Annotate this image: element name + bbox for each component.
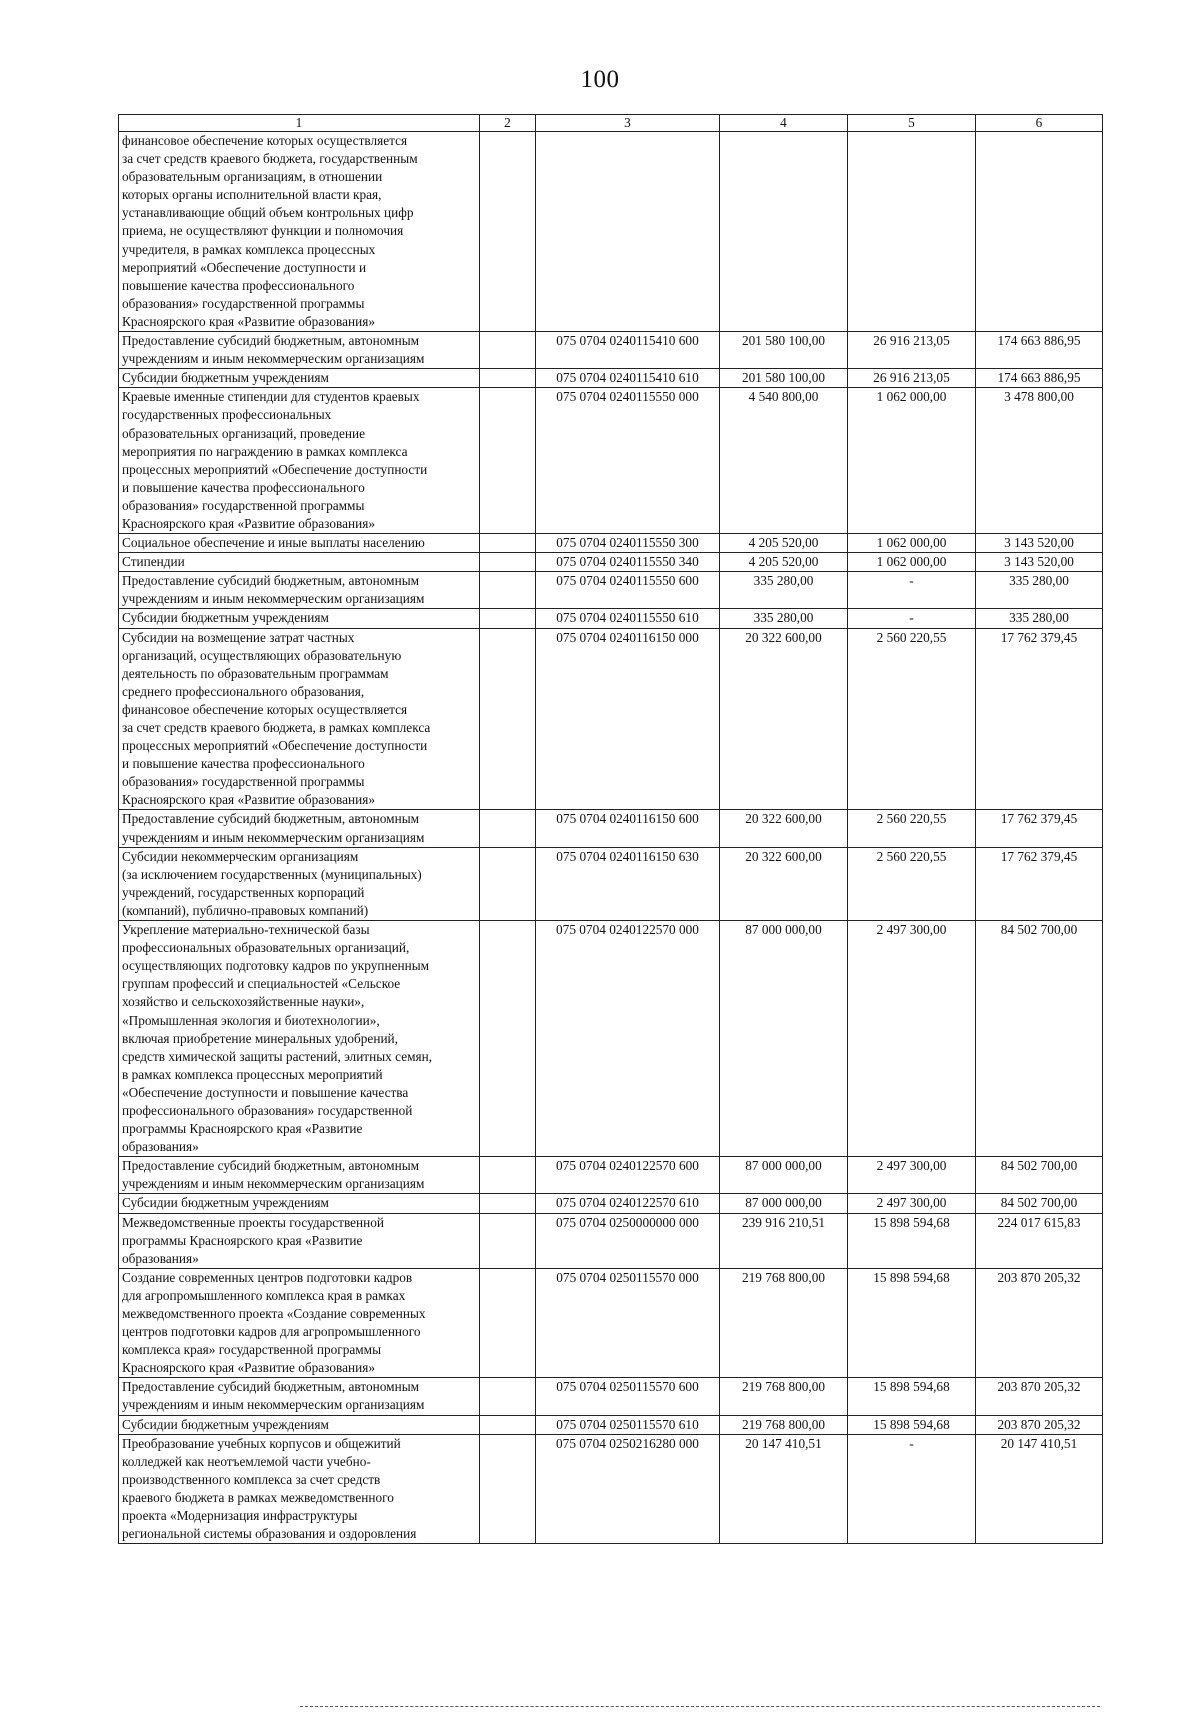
table-row [119,1434,1103,1544]
row-amount-4: 4 205 520,00 [720,553,848,572]
row-amount-5: 2 560 220,55 [848,810,976,847]
row-col2 [480,1213,536,1268]
row-budget-code: 075 0704 0240122570 600 [536,1157,720,1194]
header-col-6: 6 [976,115,1103,132]
row-amount-4: 20 322 600,00 [720,810,848,847]
row-budget-code: 075 0704 0250000000 000 [536,1213,720,1268]
row-amount-4: 20 322 600,00 [720,628,848,810]
row-name [119,1415,480,1434]
row-name-text: Предоставление субсидий бюджетным, автономным учреждениям и иным некоммерческим организациям [122,573,425,607]
row-amount-5: - [848,572,976,609]
row-amount-6: 203 870 205,32 [976,1378,1103,1415]
row-name [119,1378,480,1415]
row-name-text: Предоставление субсидий бюджетным, автономным учреждениям и иным некоммерческим организациям [122,333,425,367]
row-name [119,847,480,920]
row-amount-6: 84 502 700,00 [976,1157,1103,1194]
row-budget-code: 075 0704 0240115550 610 [536,609,720,628]
table-row [119,132,1103,332]
row-col2 [480,1268,536,1378]
row-name-text: Предоставление субсидий бюджетным, автономным учреждениям и иным некоммерческим организациям [122,811,425,845]
row-amount-4: 20 147 410,51 [720,1434,848,1544]
row-col2 [480,132,536,332]
row-amount-5: 1 062 000,00 [848,534,976,553]
row-amount-5: 2 560 220,55 [848,628,976,810]
row-amount-6: 335 280,00 [976,609,1103,628]
row-amount-5: 26 916 213,05 [848,332,976,369]
row-amount-5: - [848,1434,976,1544]
table-row [119,553,1103,572]
row-amount-6: 335 280,00 [976,572,1103,609]
row-budget-code: 075 0704 0250115570 600 [536,1378,720,1415]
table-row [119,332,1103,369]
row-amount-6: 17 762 379,45 [976,810,1103,847]
row-budget-code: 075 0704 0240116150 000 [536,628,720,810]
row-name-text: Краевые именные стипендии для студентов краевых государственных профессиональных образовательных организаций, проведение мероприятия по награждению в рамках комплекса процессных мероприятий «Обеспечение доступности и повышение качества профессионального образования» государственной программы Красноярского края «Развитие образования» [122,389,428,531]
row-amount-4: 87 000 000,00 [720,1194,848,1213]
row-amount-6: 3 478 800,00 [976,388,1103,534]
row-name-text: Субсидии бюджетным учреждениям [122,1195,329,1211]
table-row [119,572,1103,609]
row-amount-6: 224 017 615,83 [976,1213,1103,1268]
table-row [119,609,1103,628]
row-name-text: Субсидии бюджетным учреждениям [122,610,329,626]
row-name [119,388,480,534]
row-name [119,553,480,572]
row-amount-4: 219 768 800,00 [720,1268,848,1378]
row-amount-6: 174 663 886,95 [976,332,1103,369]
table-row [119,534,1103,553]
table-row [119,1194,1103,1213]
row-amount-5: - [848,609,976,628]
row-name [119,810,480,847]
row-amount-5: 2 497 300,00 [848,921,976,1157]
row-col2 [480,388,536,534]
row-col2 [480,553,536,572]
row-amount-5: 15 898 594,68 [848,1213,976,1268]
row-amount-4: 87 000 000,00 [720,921,848,1157]
row-name [119,1213,480,1268]
row-amount-4: 201 580 100,00 [720,332,848,369]
row-amount-6 [976,132,1103,332]
row-amount-6: 203 870 205,32 [976,1415,1103,1434]
row-amount-4: 87 000 000,00 [720,1157,848,1194]
header-col-5: 5 [848,115,976,132]
row-name [119,369,480,388]
row-budget-code: 075 0704 0240115550 600 [536,572,720,609]
table-row [119,1378,1103,1415]
row-name [119,1157,480,1194]
row-amount-4: 219 768 800,00 [720,1378,848,1415]
row-amount-4: 4 540 800,00 [720,388,848,534]
row-amount-6: 3 143 520,00 [976,534,1103,553]
table-row [119,1415,1103,1434]
row-budget-code: 075 0704 0240115410 600 [536,332,720,369]
row-name-text: Предоставление субсидий бюджетным, автономным учреждениям и иным некоммерческим организациям [122,1158,425,1192]
row-col2 [480,1378,536,1415]
row-name [119,628,480,810]
row-amount-4: 219 768 800,00 [720,1415,848,1434]
row-name-text: Субсидии бюджетным учреждениям [122,1416,329,1432]
row-amount-6: 84 502 700,00 [976,921,1103,1157]
table-row [119,388,1103,534]
row-budget-code: 075 0704 0240115550 340 [536,553,720,572]
table-row [119,1213,1103,1268]
row-amount-4: 335 280,00 [720,609,848,628]
row-amount-6: 17 762 379,45 [976,847,1103,920]
table-row [119,810,1103,847]
row-col2 [480,847,536,920]
row-budget-code: 075 0704 0240115550 000 [536,388,720,534]
row-amount-6: 174 663 886,95 [976,369,1103,388]
row-amount-5 [848,132,976,332]
table-body [119,132,1103,1544]
table-row [119,921,1103,1157]
page-bottom-rule [300,1706,1100,1708]
row-name [119,1194,480,1213]
row-amount-6: 20 147 410,51 [976,1434,1103,1544]
row-name-text: Субсидии бюджетным учреждениям [122,370,329,386]
row-name [119,921,480,1157]
row-budget-code: 075 0704 0250115570 000 [536,1268,720,1378]
row-name-text: Межведомственные проекты государственной программы Красноярского края «Развитие образования» [122,1214,385,1266]
page-number: 100 [580,66,620,93]
row-name-text: Субсидии некоммерческим организациям (за исключением государственных (муниципальных) учреждений, государственных корпораций (компаний), публично-правовых компаний) [122,848,422,918]
row-col2 [480,369,536,388]
header-col-1: 1 [119,115,480,132]
table-row [119,1268,1103,1378]
row-amount-6: 3 143 520,00 [976,553,1103,572]
row-budget-code [536,132,720,332]
row-budget-code: 075 0704 0250216280 000 [536,1434,720,1544]
table-row [119,1157,1103,1194]
row-col2 [480,921,536,1157]
row-name-text: Укрепление материально-технической базы профессиональных образовательных организаций, осуществляющих подготовку кадров по укрупненным группам профессий и специальностей «Сельское хозяйство и сельскохозяйственные науки», «Промышленная экология и биотехнологии», включая приобретение минеральных удобрений, средств химической защиты растений, элитных семян, в рамках комплекса процессных мероприятий «Обеспечение доступности и повышение качества профессионального образования» государственной программы Красноярского края «Развитие образования» [122,922,433,1155]
row-budget-code: 075 0704 0240116150 630 [536,847,720,920]
row-name-text: Предоставление субсидий бюджетным, автономным учреждениям и иным некоммерческим организациям [122,1379,425,1413]
row-amount-5: 15 898 594,68 [848,1378,976,1415]
row-amount-4: 20 322 600,00 [720,847,848,920]
row-amount-5: 15 898 594,68 [848,1268,976,1378]
row-amount-5: 1 062 000,00 [848,553,976,572]
row-amount-4: 201 580 100,00 [720,369,848,388]
row-col2 [480,810,536,847]
row-amount-5: 2 560 220,55 [848,847,976,920]
row-col2 [480,1434,536,1544]
row-amount-5: 1 062 000,00 [848,388,976,534]
row-name-text: Создание современных центров подготовки кадров для агропромышленного комплекса края в рамках межведомственного проекта «Создание современных центров подготовки кадров для агропромышленного комплекса края» государственной программы Красноярского края «Развитие образования» [122,1269,426,1376]
row-budget-code: 075 0704 0240116150 600 [536,810,720,847]
row-name-text: Преобразование учебных корпусов и общежитий колледжей как неотъемлемой части учебно- производственного комплекса за счет средств краевого бюджета в рамках межведомственного проекта «Модернизация инфраструктуры региональной системы образования и оздоровления [122,1435,417,1542]
header-col-2: 2 [480,115,536,132]
row-name-text: Стипендии [122,554,185,570]
row-amount-6: 17 762 379,45 [976,628,1103,810]
row-amount-4: 335 280,00 [720,572,848,609]
row-col2 [480,628,536,810]
row-amount-5: 2 497 300,00 [848,1157,976,1194]
row-name [119,132,480,332]
header-col-3: 3 [536,115,720,132]
table-row [119,369,1103,388]
row-name [119,332,480,369]
row-col2 [480,332,536,369]
row-col2 [480,609,536,628]
header-row [119,115,1103,132]
row-budget-code: 075 0704 0240122570 610 [536,1194,720,1213]
row-amount-4 [720,132,848,332]
row-name-text: Социальное обеспечение и иные выплаты населению [122,535,425,551]
row-budget-code: 075 0704 0240115410 610 [536,369,720,388]
table-row [119,628,1103,810]
row-budget-code: 075 0704 0240115550 300 [536,534,720,553]
row-name [119,572,480,609]
table-row [119,847,1103,920]
row-amount-5: 26 916 213,05 [848,369,976,388]
row-col2 [480,1157,536,1194]
row-amount-5: 2 497 300,00 [848,1194,976,1213]
row-name [119,609,480,628]
row-name-text: Субсидии на возмещение затрат частных организаций, осуществляющих образовательную деятельность по образовательным программам среднего профессионального образования, финансовое обеспечение которых осуществляется за счет средств краевого бюджета, в рамках комплекса процессных мероприятий «Обеспечение доступности и повышение качества профессионального образования» государственной программы Красноярского края «Развитие образования» [122,629,431,808]
header-col-4: 4 [720,115,848,132]
row-col2 [480,534,536,553]
row-budget-code: 075 0704 0250115570 610 [536,1415,720,1434]
row-col2 [480,1415,536,1434]
row-amount-6: 84 502 700,00 [976,1194,1103,1213]
row-name [119,534,480,553]
row-name [119,1268,480,1378]
row-amount-4: 239 916 210,51 [720,1213,848,1268]
row-col2 [480,572,536,609]
row-amount-4: 4 205 520,00 [720,534,848,553]
row-col2 [480,1194,536,1213]
row-budget-code: 075 0704 0240122570 000 [536,921,720,1157]
budget-table [118,114,1103,1544]
row-name [119,1434,480,1544]
row-amount-5: 15 898 594,68 [848,1415,976,1434]
row-amount-6: 203 870 205,32 [976,1268,1103,1378]
row-name-text: финансовое обеспечение которых осуществляется за счет средств краевого бюджета, государственным образовательным организациям, в отношении которых органы исполнительной власти края, устанавливающие общий объем контрольных цифр приема, не осуществляют функции и полномочия учредителя, в рамках комплекса процессных мероприятий «Обеспечение доступности и повышение качества профессионального образования» государственной программы Красноярского края «Развитие образования» [122,133,418,329]
